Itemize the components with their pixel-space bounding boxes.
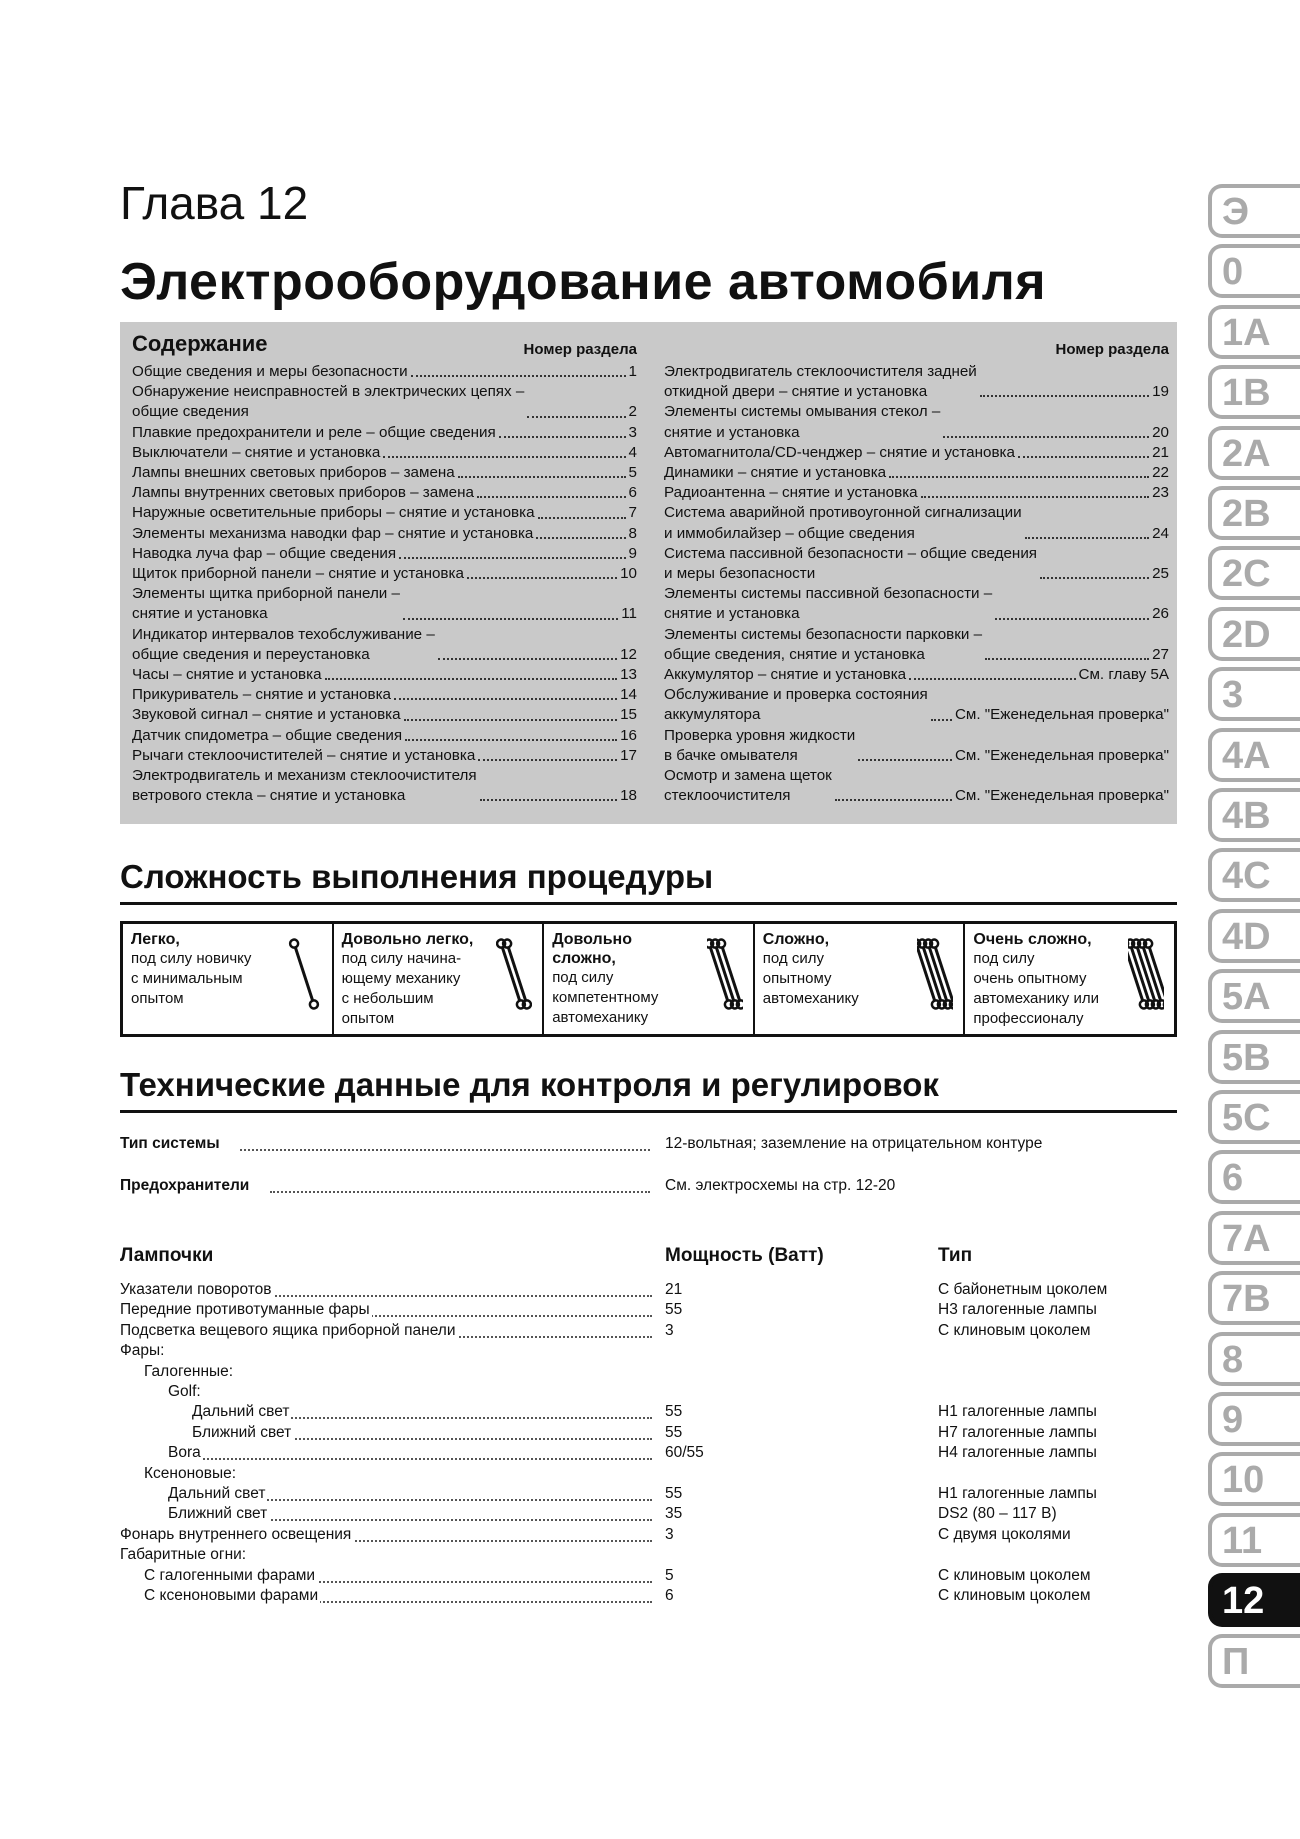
toc-entry: [132, 705, 637, 725]
toc-entry-page: 20: [1152, 423, 1169, 441]
chapter-tab-8[interactable]: 8: [1208, 1332, 1300, 1386]
toc-entry: [664, 362, 1169, 402]
leader-dots: [858, 759, 952, 761]
bulb-row: [120, 1567, 1177, 1587]
toc-entry-title: Радиоантенна – снятие и установка: [664, 484, 918, 502]
toc-entry: [132, 625, 637, 665]
chapter-tab-2b[interactable]: 2B: [1208, 486, 1300, 540]
toc-entry-page: См. "Еженедельная проверка": [954, 746, 1169, 764]
toc-entry-page: 9: [628, 544, 637, 562]
chapter-tab-4b[interactable]: 4B: [1208, 788, 1300, 842]
chapter-tab-5a[interactable]: 5A: [1208, 969, 1300, 1023]
toc-entry-page: 24: [1152, 524, 1169, 542]
toc-entry: [132, 746, 637, 766]
leader-dots: [527, 416, 625, 418]
leader-dots: [403, 618, 618, 620]
bulb-name: С ксеноновыми фарами: [144, 1587, 319, 1604]
toc-entry-title: Наводка луча фар – общие сведения: [132, 544, 397, 562]
toc-entry-title: Общие сведения и меры безопасности: [132, 363, 408, 380]
contents-title: Содержание: [132, 331, 268, 356]
toc-entry: [132, 544, 637, 564]
bulb-name: Дальний свет: [192, 1403, 290, 1421]
leader-dots: [477, 496, 626, 498]
leader-dots: [478, 759, 617, 761]
toc-entry-title: Элементы системы омывания стекол – снятие и установка: [664, 403, 941, 441]
bulb-name: Golf:: [168, 1383, 201, 1400]
bulb-name: С галогенными фарами: [144, 1566, 316, 1584]
toc-entry-page: 7: [628, 504, 637, 522]
toc-entry-page: 2: [628, 403, 637, 421]
bulb-type: С клиновым цоколем: [938, 1587, 1091, 1604]
bulb-power: 5: [665, 1566, 674, 1584]
chapter-label: Глава 12: [120, 177, 309, 229]
toc-entry: [132, 766, 637, 806]
chapter-tab-7b[interactable]: 7B: [1208, 1271, 1300, 1325]
toc-entry-title: Щиток приборной панели – снятие и установка: [132, 565, 464, 583]
toc-entry-title: Индикатор интервалов техобслуживание – общие сведения и переустановка: [132, 625, 435, 663]
bulbs-header-power: Мощность (Ватт): [665, 1245, 824, 1266]
leader-dots: [168, 1458, 652, 1460]
bulb-type: С клиновым цоколем: [938, 1321, 1091, 1339]
bulb-row: [120, 1587, 1177, 1607]
bulb-name: Дальний свет: [168, 1485, 266, 1502]
leader-dots: [499, 436, 626, 438]
leader-dots: [480, 799, 617, 801]
toc-entry: [132, 423, 637, 443]
bulb-type: Н7 галогенные лампы: [938, 1423, 1097, 1441]
chapter-tab-4d[interactable]: 4D: [1208, 909, 1300, 963]
leader-dots: [1025, 537, 1150, 539]
toc-entry-title: Осмотр и замена щеток стеклоочистителя: [664, 767, 832, 805]
toc-entry-page: 25: [1152, 565, 1169, 583]
chapter-tab-п[interactable]: П: [1208, 1634, 1300, 1688]
leader-dots: [1040, 577, 1149, 579]
toc-entry-title: Обслуживание и проверка состояния аккумулятора: [664, 686, 928, 724]
leader-dots: [270, 1191, 650, 1193]
toc-entry-title: Аккумулятор – снятие и установка: [664, 666, 907, 684]
difficulty-level-1: [123, 924, 334, 1034]
spanner-icon: [917, 934, 953, 1014]
leader-dots: [931, 719, 952, 721]
spanner-icon: [286, 934, 322, 1014]
section-number-label: Номер раздела: [1055, 341, 1169, 358]
toc-entry-title: Электродвигатель и механизм стеклоочистителя ветрового стекла – снятие и установка: [132, 767, 477, 805]
leader-dots: [438, 658, 617, 660]
leader-dots: [995, 618, 1149, 620]
difficulty-level-2: [334, 924, 545, 1034]
toc-entry: [132, 726, 637, 746]
spanner-icon: [1128, 934, 1164, 1014]
toc-entry: [132, 584, 637, 624]
chapter-tab-1a[interactable]: 1A: [1208, 305, 1300, 359]
bulb-row: [120, 1301, 1177, 1321]
toc-entry-page: 15: [620, 706, 637, 724]
bulb-row: [120, 1363, 1177, 1383]
leader-dots: [325, 678, 618, 680]
toc-entry-page: 8: [628, 524, 637, 542]
bulb-type: Н3 галогенные лампы: [938, 1301, 1097, 1319]
bulb-row: [120, 1505, 1177, 1525]
bulb-type: С клиновым цоколем: [938, 1566, 1091, 1584]
leader-dots: [985, 658, 1149, 660]
specs-heading: Технические данные для контроля и регулировок: [120, 1066, 939, 1103]
bulb-name: Подсветка вещевого ящика приборной панели: [120, 1321, 456, 1339]
bulb-row: [120, 1444, 1177, 1464]
chapter-tab-2a[interactable]: 2A: [1208, 426, 1300, 480]
bulb-type: Н4 галогенные лампы: [938, 1444, 1097, 1462]
toc-entry-page: См. главу 5А: [1078, 666, 1169, 684]
chapter-tab-9[interactable]: 9: [1208, 1392, 1300, 1446]
toc-entry-title: Выключатели – снятие и установка: [132, 443, 381, 461]
leader-dots: [467, 577, 617, 579]
bulb-power: 21: [665, 1281, 683, 1298]
bulb-name: Bora: [168, 1444, 201, 1462]
difficulty-label: Довольно сложно,: [552, 931, 632, 967]
bulb-name: Ксеноновые:: [144, 1464, 237, 1482]
toc-entry-title: Система пассивной безопасности – общие сведения и меры безопасности: [664, 544, 1038, 583]
toc-entry: [132, 362, 637, 382]
bulb-power: 55: [665, 1403, 683, 1421]
toc-entry: [664, 503, 1169, 543]
chapter-tab-2d[interactable]: 2D: [1208, 607, 1300, 661]
toc-entry: [132, 685, 637, 705]
bulb-row: [120, 1546, 1177, 1566]
toc-entry-page: 26: [1152, 605, 1169, 623]
toc-list-left: [132, 362, 637, 806]
leader-dots: [538, 517, 626, 519]
leader-dots: [383, 456, 625, 458]
chapter-tab-4c[interactable]: 4C: [1208, 848, 1300, 902]
spanner-icon: [496, 934, 532, 1014]
toc-entry-title: Наружные осветительные приборы – снятие и установка: [132, 504, 535, 522]
leader-dots: [889, 476, 1149, 478]
leader-dots: [921, 496, 1149, 498]
toc-entry: [664, 463, 1169, 483]
toc-entry-title: Элементы системы безопасности парковки – общие сведения, снятие и установка: [664, 625, 983, 663]
bulbs-header-type: Тип: [938, 1245, 973, 1266]
leader-dots: [240, 1149, 650, 1151]
toc-entry-title: Рычаги стеклоочистителей – снятие и установка: [132, 746, 476, 764]
chapter-title: Электрооборудование автомобиля: [120, 253, 1047, 311]
bulb-type: Н1 галогенные лампы: [938, 1485, 1097, 1502]
leader-dots: [536, 537, 625, 539]
leader-dots: [980, 395, 1149, 397]
bulb-row: [120, 1342, 1177, 1362]
toc-entry: [132, 665, 637, 685]
toc-entry-title: Часы – снятие и установка: [132, 666, 322, 684]
toc-entry-title: Проверка уровня жидкости в бачке омывателя: [664, 726, 856, 764]
toc-entry-page: 22: [1152, 464, 1169, 482]
bulb-row: [120, 1485, 1177, 1505]
toc-entry: [664, 402, 1169, 442]
toc-entry-title: Обнаружение неисправностей в электрических цепях – общие сведения: [132, 383, 525, 421]
chapter-tab-7a[interactable]: 7A: [1208, 1211, 1300, 1265]
toc-entry-page: 10: [620, 565, 637, 583]
toc-entry-page: См. "Еженедельная проверка": [954, 787, 1169, 805]
toc-entry-title: Звуковой сигнал – снятие и установка: [132, 706, 401, 724]
section-number-label: Номер раздела: [523, 341, 637, 358]
bulb-type: С байонетным цоколем: [938, 1281, 1108, 1298]
contents-column-right: [664, 334, 1169, 806]
toc-entry-title: Датчик спидометра – общие сведения: [132, 726, 403, 744]
difficulty-description: под силу опытному автомеханику: [762, 950, 859, 1007]
bulb-name: Галогенные:: [144, 1362, 234, 1380]
toc-entry: [664, 665, 1169, 685]
bulb-row: [120, 1403, 1177, 1423]
difficulty-description: под силу новичку с минимальным опытом: [131, 950, 252, 1007]
toc-entry-page: 6: [628, 484, 637, 502]
toc-entry-title: Автомагнитола/CD-ченджер – снятие и установка: [664, 443, 1015, 461]
leader-dots: [1018, 456, 1149, 458]
bulb-power: 55: [665, 1423, 683, 1441]
difficulty-description: под силу очень опытному автомеханику или профессионалу: [973, 950, 1099, 1027]
leader-dots: [394, 698, 617, 700]
difficulty-label: Очень сложно,: [973, 931, 1092, 948]
toc-entry-title: Лампы внутренних световых приборов – замена: [132, 484, 474, 502]
toc-entry-title: Прикуриватель – снятие и установка: [132, 686, 392, 704]
toc-entry-title: Элементы механизма наводки фар – снятие и установка: [132, 524, 534, 542]
toc-entry-page: 14: [620, 686, 637, 704]
toc-entry-page: 21: [1152, 443, 1169, 461]
toc-entry-page: 5: [628, 464, 637, 482]
spec-value: 12-вольтная; заземление на отрицательном контуре: [665, 1135, 1043, 1152]
bulbs-header-name: Лампочки: [120, 1245, 214, 1266]
leader-dots: [411, 375, 626, 377]
toc-entry-page: 3: [628, 423, 637, 441]
bulb-name: Габаритные огни:: [120, 1546, 247, 1564]
toc-entry: [664, 685, 1169, 725]
difficulty-description: под силу компетентному автомеханику: [552, 969, 659, 1026]
spanner-icon: [707, 934, 743, 1014]
leader-dots: [943, 436, 1149, 438]
bulb-name: Ближний свет: [168, 1505, 268, 1523]
toc-entry-page: 12: [620, 645, 637, 663]
toc-list-right: [664, 362, 1169, 806]
toc-entry: [664, 544, 1169, 584]
heading-rule: [120, 1110, 1177, 1113]
difficulty-level-3: [544, 924, 755, 1034]
chapter-tab-э[interactable]: Э: [1208, 184, 1300, 238]
bulb-name: Указатели поворотов: [120, 1281, 272, 1298]
contents-box: [120, 322, 1177, 824]
chapter-tab-5c[interactable]: 5C: [1208, 1090, 1300, 1144]
bulb-name: Передние противотуманные фары: [120, 1301, 370, 1319]
heading-rule: [120, 902, 1177, 905]
leader-dots: [404, 719, 617, 721]
chapter-tab-0[interactable]: 0: [1208, 244, 1300, 298]
leader-dots: [399, 557, 626, 559]
bulb-name: Фонарь внутреннего освещения: [120, 1525, 352, 1543]
toc-entry: [664, 483, 1169, 503]
bulb-power: 60/55: [665, 1444, 704, 1462]
toc-entry-page: 18: [620, 787, 637, 805]
leader-dots: [909, 678, 1075, 680]
contents-column-left: [132, 331, 637, 806]
bulb-power: 55: [665, 1301, 683, 1319]
toc-entry-page: 13: [620, 666, 637, 684]
toc-entry-title: Плавкие предохранители и реле – общие сведения: [132, 423, 496, 441]
chapter-tab-4a[interactable]: 4A: [1208, 728, 1300, 782]
toc-entry-page: 27: [1152, 645, 1169, 663]
chapter-tab-3[interactable]: 3: [1208, 667, 1300, 721]
chapter-tab-6[interactable]: 6: [1208, 1150, 1300, 1204]
toc-entry: [664, 625, 1169, 665]
bulb-power: 6: [665, 1587, 674, 1604]
toc-entry: [132, 564, 637, 584]
toc-entry-page: 16: [620, 726, 637, 744]
bulb-row: [120, 1383, 1177, 1403]
toc-entry: [132, 443, 637, 463]
toc-entry-page: 19: [1152, 383, 1169, 401]
leader-dots: [405, 739, 617, 741]
toc-entry-page: См. "Еженедельная проверка": [954, 706, 1169, 724]
toc-entry: [132, 503, 637, 523]
toc-entry-title: Элементы системы пассивной безопасности – снятие и установка: [664, 585, 993, 623]
toc-entry: [132, 524, 637, 544]
bulb-power: 3: [665, 1525, 674, 1543]
chapter-tab-5b[interactable]: 5B: [1208, 1030, 1300, 1084]
leader-dots: [458, 476, 626, 478]
bulb-row: [120, 1424, 1177, 1444]
difficulty-level-4: [755, 924, 966, 1034]
toc-entry-page: 4: [628, 443, 637, 461]
toc-entry: [132, 463, 637, 483]
toc-entry-title: Элементы щитка приборной панели – снятие и установка: [132, 585, 400, 623]
difficulty-label: Сложно,: [762, 931, 830, 948]
toc-entry: [132, 382, 637, 422]
toc-entry-title: Система аварийной противоугонной сигнализации и иммобилайзер – общие сведения: [664, 504, 1022, 542]
bulb-type: Н1 галогенные лампы: [938, 1403, 1097, 1421]
toc-entry-title: Лампы внешних световых приборов – замена: [132, 464, 455, 482]
chapter-tab-11[interactable]: 11: [1208, 1513, 1300, 1567]
bulb-row: [120, 1526, 1177, 1546]
toc-entry: [664, 766, 1169, 806]
difficulty-label: Довольно легко,: [341, 931, 474, 948]
chapter-tab-10[interactable]: 10: [1208, 1452, 1300, 1506]
spec-name: Тип системы: [120, 1135, 220, 1152]
spec-value: См. электросхемы на стр. 12-20: [665, 1177, 896, 1194]
difficulty-description: под силу начина- ющему механику с небольшим опытом: [341, 950, 462, 1027]
toc-entry: [664, 584, 1169, 624]
difficulty-label: Легко,: [131, 931, 180, 948]
toc-entry-page: 23: [1152, 484, 1169, 502]
bulb-power: 55: [665, 1485, 683, 1502]
toc-entry: [664, 726, 1169, 766]
toc-entry-title: Электродвигатель стеклоочистителя задней откидной двери – снятие и установка: [664, 363, 977, 401]
spec-name: Предохранители: [120, 1177, 250, 1194]
bulb-name: Ближний свет: [192, 1423, 292, 1441]
difficulty-level-5: [965, 924, 1174, 1034]
toc-entry: [664, 443, 1169, 463]
chapter-tab-2c[interactable]: 2C: [1208, 546, 1300, 600]
difficulty-scale: [120, 921, 1177, 1037]
leader-dots: [835, 799, 952, 801]
bulb-row: [120, 1465, 1177, 1485]
toc-entry-page: 11: [621, 605, 637, 623]
toc-entry-page: 17: [620, 746, 637, 764]
chapter-tab-1b[interactable]: 1B: [1208, 365, 1300, 419]
bulb-name: Фары:: [120, 1342, 165, 1360]
bulb-type: DS2 (80 – 117 В): [938, 1505, 1057, 1523]
bulb-type: С двумя цоколями: [938, 1525, 1071, 1543]
toc-entry-page: 1: [628, 363, 637, 380]
toc-entry-title: Динамики – снятие и установка: [664, 464, 887, 482]
toc-entry: [132, 483, 637, 503]
bulb-power: 3: [665, 1321, 674, 1339]
chapter-tab-12[interactable]: 12: [1208, 1573, 1300, 1627]
bulb-row: [120, 1281, 1177, 1301]
bulb-power: 35: [665, 1505, 683, 1523]
bulb-row: [120, 1322, 1177, 1342]
difficulty-heading: Сложность выполнения процедуры: [120, 858, 714, 895]
